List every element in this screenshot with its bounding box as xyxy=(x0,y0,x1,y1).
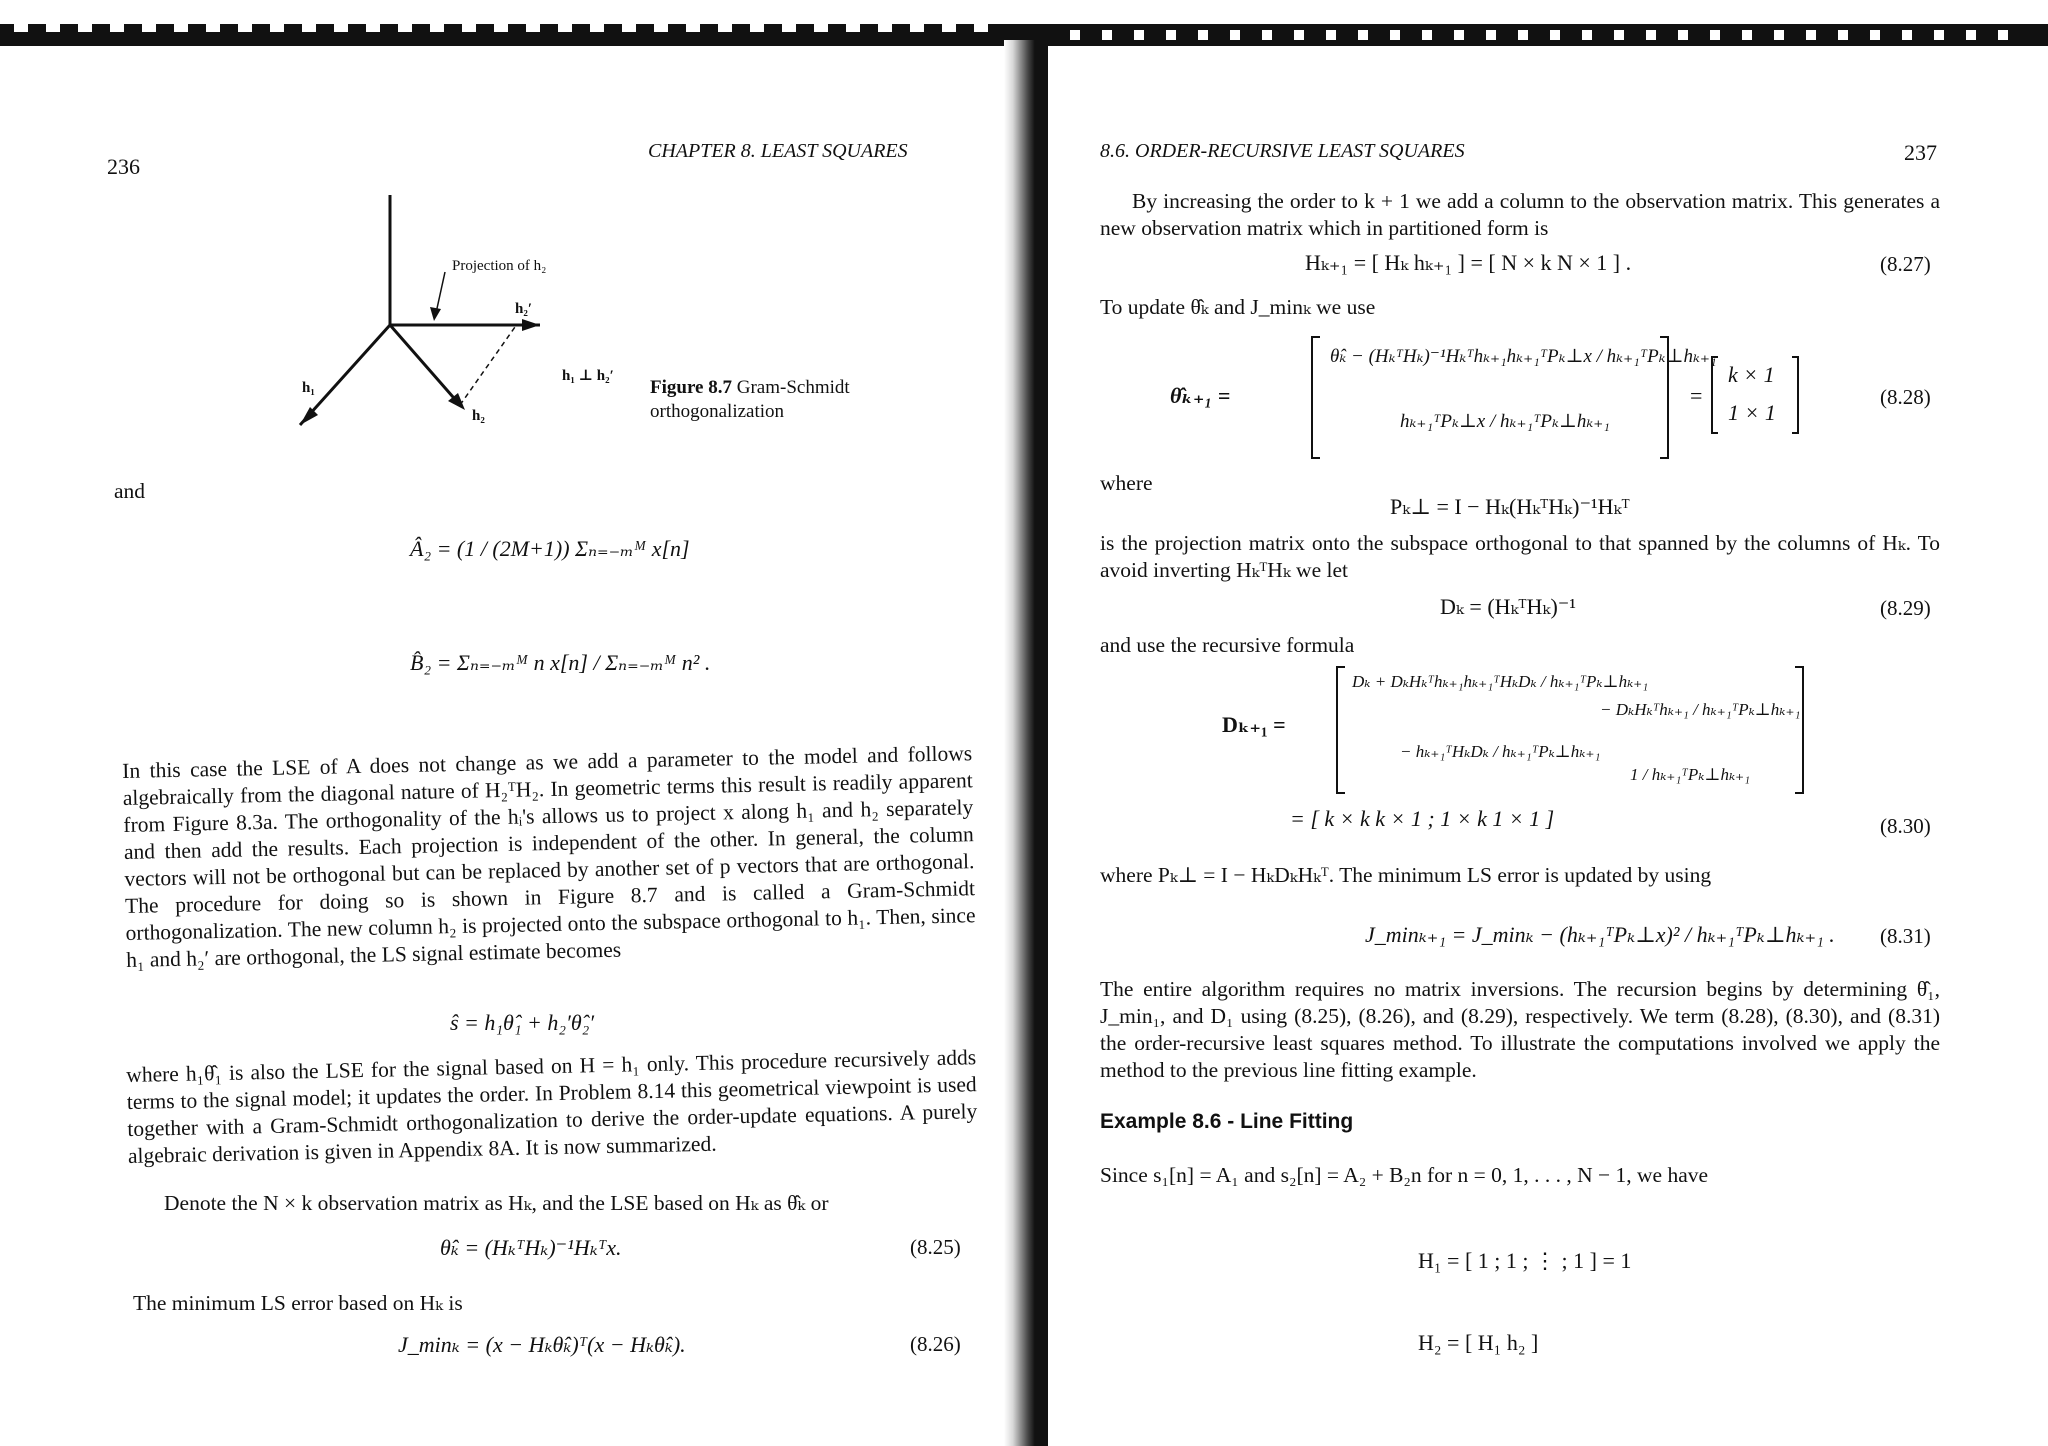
paragraph-since: Since s₁[n] = A₁ and s₂[n] = A₂ + B₂n for n = 0, 1, . . . , N − 1, we have xyxy=(1100,1163,1709,1187)
equation-number-8-26: (8.26) xyxy=(910,1332,961,1356)
equation-8-30-c: − hₖ₊₁ᵀHₖDₖ / hₖ₊₁ᵀPₖ⊥hₖ₊₁ xyxy=(1400,742,1601,761)
figure-caption-text-1: Gram-Schmidt xyxy=(736,377,850,398)
equation-H1: H₁ = [ 1 ; 1 ; ⋮ ; 1 ] = 1 xyxy=(1418,1248,1632,1273)
equation-8-30-d: 1 / hₖ₊₁ᵀPₖ⊥hₖ₊₁ xyxy=(1630,765,1751,784)
figure-label-h2prime: h₂′ xyxy=(515,301,533,317)
example-title: Example 8.6 - Line Fitting xyxy=(1100,1110,1354,1133)
paragraph-denote: Denote the N × k observation matrix as Hₖ, and the LSE based on Hₖ as θ̂ₖ or xyxy=(164,1191,829,1215)
equation-8-28-lhs: θ̂ₖ₊₁ = xyxy=(1170,383,1231,408)
paragraph-projection-matrix: is the projection matrix onto the subspace orthogonal to that spanned by the columns of Hₖ. To avoid inverting HₖᵀHₖ we let xyxy=(1100,531,1940,582)
equation-8-28-bottom: hₖ₊₁ᵀPₖ⊥x / hₖ₊₁ᵀPₖ⊥hₖ₊₁ xyxy=(1400,411,1610,432)
figure-label-projection: Projection of h₂ xyxy=(452,258,547,274)
equation-8-28-top: θ̂ₖ − (HₖᵀHₖ)⁻¹Hₖᵀhₖ₊₁hₖ₊₁ᵀPₖ⊥x / hₖ₊₁ᵀPₖ⊥hₖ₊₁ xyxy=(1330,346,1717,367)
paragraph-algorithm-summary: The entire algorithm requires no matrix inversions. The recursion begins by determining θ̂₁, J_min₁, and D₁ using (8.25), (8.26), and (8.29), respectively. We term (8.28), (8.30), and (8.31) the order-recursive least squares method. To illustrate the computations involved we apply the method to the previous line fitting example. xyxy=(1100,977,1940,1082)
figure-caption-text-2: orthogonalization xyxy=(650,401,785,422)
paragraph-increasing-order: By increasing the order to k + 1 we add a column to the observation matrix. This generates a new observation matrix which in partitioned form is xyxy=(1100,189,1940,240)
right-page-number: 237 xyxy=(1904,140,1937,165)
figure-label-h1: h₁ xyxy=(302,380,315,396)
equation-number-8-31: (8.31) xyxy=(1880,924,1931,948)
book-spine-gutter xyxy=(1004,40,1048,1446)
equation-number-8-25: (8.25) xyxy=(910,1235,961,1259)
equation-8-25: θ̂ₖ = (HₖᵀHₖ)⁻¹Hₖᵀx. xyxy=(440,1235,622,1260)
figure-8-7-diagram xyxy=(290,195,590,440)
equation-8-30-lhs: Dₖ₊₁ = xyxy=(1222,712,1286,737)
equation-number-8-27: (8.27) xyxy=(1880,252,1931,276)
left-running-head: CHAPTER 8. LEAST SQUARES xyxy=(648,140,908,162)
equation-number-8-29: (8.29) xyxy=(1880,596,1931,620)
paragraph-min-ls-error: The minimum LS error based on Hₖ is xyxy=(133,1291,463,1315)
equation-projection-matrix: Pₖ⊥ = I − Hₖ(HₖᵀHₖ)⁻¹Hₖᵀ xyxy=(1390,494,1630,519)
equation-number-8-28: (8.28) xyxy=(1880,385,1931,409)
equation-8-29: Dₖ = (HₖᵀHₖ)⁻¹ xyxy=(1440,594,1576,619)
equation-8-28-equals: = xyxy=(1690,383,1703,408)
equation-8-30-dims: = [ k × k k × 1 ; 1 × k 1 × 1 ] xyxy=(1290,806,1555,831)
equation-8-28-dim1: k × 1 xyxy=(1728,362,1775,387)
paragraph-gram-schmidt: In this case the LSE of A does not change as we add a parameter to the model and follows algebraically from the diagonal nature of H₂ᵀH₂. In geometric terms this result is readily apparent from Figure 8.3a. The orthogonality of the hᵢ's allows us to project x along h₁ and h₂ separately and then add the results. Each projection is independent of the other. In general, the column vectors will not be orthogonal but can be replaced by another set of p vectors that are orthogonal. The procedure for doing so is shown in Figure 8.7 and is called a Gram-Schmidt orthogonalization. The new column h₂ is projected onto the subspace orthogonal to h₁. Then, since h₁ and h₂′ are orthogonal, the LS signal estimate becomes xyxy=(122,741,976,972)
figure-caption-bold: Figure 8.7 xyxy=(650,377,732,398)
equation-number-8-30: (8.30) xyxy=(1880,814,1931,838)
word-where-1: where xyxy=(1100,471,1153,495)
equation-A2: Â₂ = (1 / (2M+1)) Σₙ₌₋ₘᴹ x[n] xyxy=(410,536,690,561)
equation-8-30-a: Dₖ + DₖHₖᵀhₖ₊₁hₖ₊₁ᵀHₖDₖ / hₖ₊₁ᵀPₖ⊥hₖ₊₁ xyxy=(1352,672,1649,691)
paragraph-recursive-formula: and use the recursive formula xyxy=(1100,633,1355,657)
equation-8-26: J_minₖ = (x − Hₖθ̂ₖ)ᵀ(x − Hₖθ̂ₖ). xyxy=(398,1332,686,1357)
paragraph-where-P: where Pₖ⊥ = I − HₖDₖHₖᵀ. The minimum LS error is updated by using xyxy=(1100,863,1712,887)
word-and: and xyxy=(114,479,146,503)
equation-B2: B̂₂ = Σₙ₌₋ₘᴹ n x[n] / Σₙ₌₋ₘᴹ n² . xyxy=(410,650,711,675)
paragraph-order-update: where h₁θ̂₁ is also the LSE for the signal based on H = h₁ only. This procedure recursively adds terms to the signal model; it updates the order. In Problem 8.14 this geometrical viewpoint is used together with a Gram-Schmidt orthogonalization to derive the order-update equations. A purely algebraic derivation is given in Appendix 8A. It is now summarized. xyxy=(126,1045,978,1168)
paragraph-to-update: To update θ̂ₖ and J_minₖ we use xyxy=(1100,295,1376,319)
figure-label-perp: h₁ ⊥ h₂′ xyxy=(562,368,614,384)
figure-caption xyxy=(650,376,850,424)
figure-label-h2: h₂ xyxy=(472,408,485,424)
equation-8-28-dim2: 1 × 1 xyxy=(1728,400,1776,425)
equation-8-27: Hₖ₊₁ = [ Hₖ hₖ₊₁ ] = [ N × k N × 1 ] . xyxy=(1305,250,1632,275)
equation-8-31: J_minₖ₊₁ = J_minₖ − (hₖ₊₁ᵀPₖ⊥x)² / hₖ₊₁ᵀPₖ⊥hₖ₊₁ . xyxy=(1365,922,1835,947)
equation-signal-estimate: ŝ = h₁θ̂₁ + h₂′θ̂₂′ xyxy=(450,1010,595,1035)
equation-8-30-b: − DₖHₖᵀhₖ₊₁ / hₖ₊₁ᵀPₖ⊥hₖ₊₁ xyxy=(1600,700,1801,719)
equation-H2: H₂ = [ H₁ h₂ ] xyxy=(1418,1330,1539,1355)
left-page-number: 236 xyxy=(107,154,140,179)
right-running-head: 8.6. ORDER-RECURSIVE LEAST SQUARES xyxy=(1100,140,1465,162)
